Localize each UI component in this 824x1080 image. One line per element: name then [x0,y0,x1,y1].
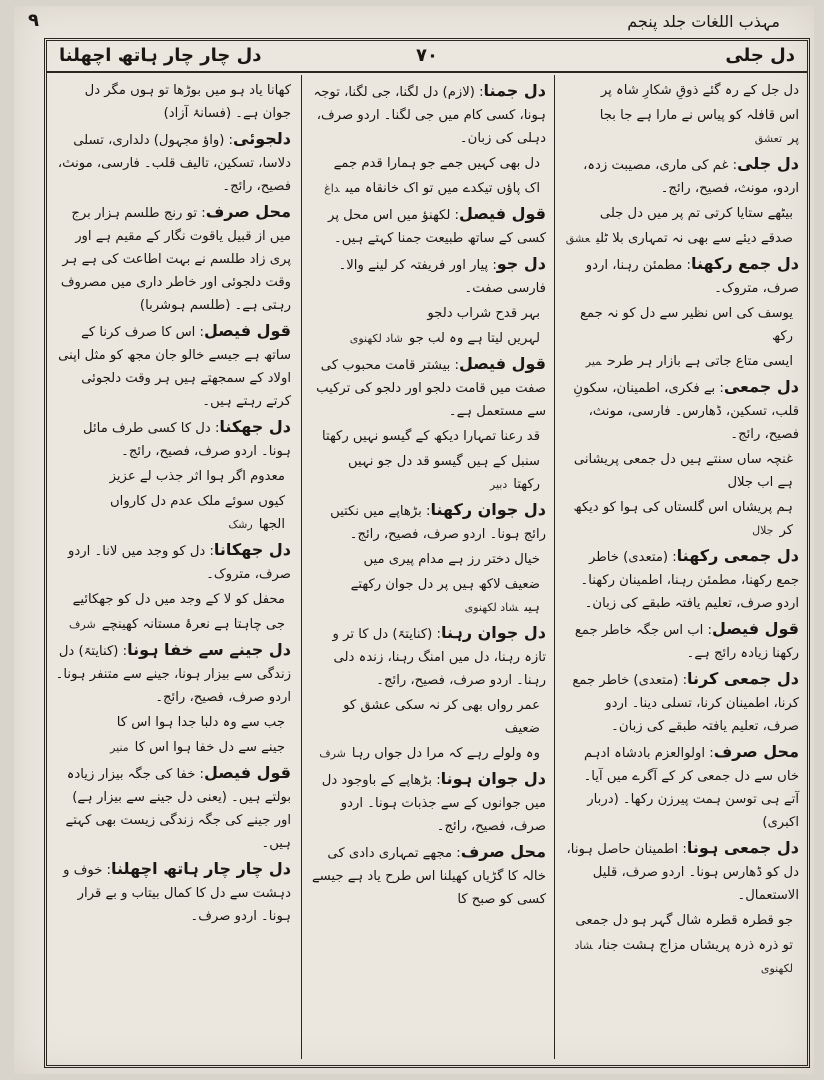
entry-text: قد رعنا تمہارا دیکھ کے گیسو نہیں رکھتا [321,429,540,444]
entry-text: معدوم اگر ہوا اثر جذب لے عزیز [109,469,285,484]
entry-headword: دل جوان ہونا [440,769,546,788]
column-right [557,75,807,1059]
entry-paragraph [55,857,291,928]
entry-text: : خوف و دہشت سے دل کا کمال بیتاب و بے قرار ہونا۔ اردو صرف۔ [63,863,291,924]
entry-paragraph [310,79,546,150]
entry-headword: دل جلی [737,154,799,173]
entry-paragraph [55,79,291,125]
entry-text: اک پاؤں تیکدے میں تو اک خانقاہ میں [345,181,540,196]
entry-headword: قول فیصل [458,354,546,373]
column-middle [301,75,555,1059]
entry-text: جو قطرہ قطرہ شال گہر ہو دل جمعی [575,913,793,928]
entry-paragraph [565,544,799,615]
entry-headword: دل جینے سے خفا ہونا [127,640,291,659]
page-header [47,41,807,73]
verse-line [310,450,546,496]
entry-headword: دل جمعی کرنا [687,669,799,688]
verse-line [565,202,799,225]
corner-number: ٩ [28,10,39,31]
entry-text: : بے فکری، اطمینان، سکونِ قلب، تسکین، ڈھارس۔ فارسی، مونث، فصیح، رائج۔ [573,381,799,442]
verse-line [55,613,291,636]
entry-text: ایسی متاع جاتی ہے بازار ہر طرح [607,354,793,369]
verse-line [310,152,546,175]
entry-paragraph [310,840,546,911]
entry-text: جینے سے دل خفا ہوا اس کا [134,740,285,755]
book-title: مہذب اللغات جلد پنجم [627,12,780,31]
entry-text: : لکھنؤ میں اس محل پر کسی کے ساتھ طبیعت جمنا کہتے ہیں۔ [328,208,546,246]
entry-text: لہریں لیتا ہے وہ لب جو [408,331,540,346]
entry-headword: دل جمع رکھنا [690,254,799,273]
verse-line [565,302,799,348]
running-head [14,8,814,34]
entry-headword: قول فیصل [711,619,799,638]
entry-paragraph [565,740,799,834]
entry-headword: دل جوان رہنا [440,623,546,642]
verse-line [565,909,799,932]
verse-line [55,465,291,488]
entry-text: : پیار اور فریفتہ کر لینے والا۔ فارسی صفت۔ [338,258,546,296]
verse-line [565,448,799,494]
entry-text: سنبل کے ہیں گیسو قد دل جو نہیں رکھتا [348,454,540,492]
entry-text: ضعیف لاکھ ہیں پر دل جوان رکھتے ہیں [350,577,540,615]
entry-paragraph [55,319,291,413]
verse-line [565,934,799,980]
entry-text: : (متعدی) خاطر جمع رکھنا، مطمئن رہنا، اطمینان رکھنا۔ اردو صرف، تعلیم یافتہ طبقے کی زبان۔ [580,550,799,611]
entry-text: : بیشتر قامت محبوب کی صفت میں قامت دلجو اور دلجو کی ترکیب سے مستعمل ہے۔ [316,358,546,419]
entry-headword: دل جمعی [723,377,799,396]
entry-paragraph [55,538,291,586]
entry-headword: دل جو [496,254,546,273]
poet-name: شرف [319,747,346,760]
page-frame [44,38,810,1068]
entry-headword: دل جھکانا [213,540,291,559]
entry-text: : (واؤ مجہول) دلداری، تسلی دلاسا، تسکین، تالیف قلب۔ فارسی، مونث، فصیح، رائج۔ [57,133,291,194]
entry-headword: دل جوان رکھنا [430,500,546,519]
poet-name: تعشق [754,132,783,145]
entry-text: : دل کو وجد میں لانا۔ اردو صرف، متروک۔ [68,544,291,582]
entry-headword: دل جمعی رکھنا [676,546,799,565]
entry-text: : بڑھاپے کے باوجود دل میں جوانوں کے سے جذبات ہونا۔ اردو صرف، فصیح، رائج۔ [321,773,546,834]
poet-name: جلال [752,524,774,537]
verse-line [310,742,546,765]
entry-headword: دلجوئی [233,129,291,148]
entry-text: : اس کا صرف کرنا کے ساتھ ہے جیسے خالو جان مجھ کو مثل اپنی اولاد کے سمجھتے ہیں ہر وقت دلجوئی کرتے رہتے ہیں۔ [58,325,291,409]
entry-text: : دل کا کسی طرف مائل ہونا۔ اردو صرف، فصیح، رائج۔ [83,421,291,459]
entry-paragraph [565,375,799,446]
entry-headword: دل جھکنا [219,417,291,436]
entry-text: : اب اس جگہ خاطر جمع رکھنا زیادہ رائج ہے۔ [574,623,799,661]
entry-text: تو ذرہ ذرہ پریشاں مزاج ہشت جناں [598,938,793,953]
entry-text: صدقے دیئے سے بھی نہ تمہاری بلا ٹلی [596,231,793,246]
entry-paragraph [565,79,799,102]
verse-line [310,694,546,740]
verse-line [310,548,546,571]
entry-text: : (کنایتہً) دل زندگی سے بیزار ہونا، جینے سے متنفر ہونا۔ اردو صرف، فصیح، رائج۔ [55,644,291,705]
poet-name: داغ [324,182,340,195]
entry-paragraph [55,200,291,317]
entry-headword: قول فیصل [203,763,291,782]
verse-line [310,177,546,200]
entry-text: : تو رنج طلسم ہزار برج میں از قبیل یاقوت نگار کے مقیم ہے اور پری زاد طلسم نے بہت اطاعت کی ہے ہر وقت دلجوئی اور خاطر داری میں مصروف رہتی ہے۔ (طلسم ہوشربا) [60,206,291,313]
entry-text: : خفا کی جگہ بیزار زیادہ بولتے ہیں۔ (یعنی دل جینے سے بیزار ہے) اور جینے کی جگہ زندگی زیست بھی کہتے ہیں۔ [65,767,291,851]
entry-text: جب سے وہ دلبا جدا ہوا اس کا [116,715,285,730]
dictionary-page [14,6,814,1074]
poet-name: شاد لکھنوی [574,939,793,975]
entry-paragraph [310,498,546,546]
entry-text: وہ ولولے رہے کہ مرا دل جواں رہا [351,746,540,761]
entry-text: کھانا یاد ہو میں بوڑھا تو ہوں مگر دل جوان ہے۔ (فسانۂ آزاد) [84,83,291,121]
verse-line [310,425,546,448]
entry-text: : اطمینان حاصل ہونا، دل کو ڈھارس ہونا۔ اردو صرف، قلیل الاستعمال۔ [566,842,799,903]
verse-line [565,350,799,373]
entry-paragraph [310,621,546,692]
entry-text: ہم پریشاں اس گلستاں کی ہوا کو دیکھ کر [573,500,793,538]
entry-paragraph [310,252,546,300]
entry-paragraph [565,104,799,150]
entry-headword: قول فیصل [458,204,546,223]
verse-line [55,736,291,759]
entry-text: بہر قدح شراب دلجو [427,306,540,321]
entry-paragraph [565,836,799,907]
entry-paragraph [565,667,799,738]
verse-line [310,573,546,619]
verse-line [55,711,291,734]
entry-text: : (متعدی) خاطر جمع کرنا، اطمینان کرنا، تسلی دینا۔ اردو صرف، تعلیم یافتہ طبقے کی زبان۔ [572,673,799,734]
verse-line [55,588,291,611]
entry-text: جی چاہتا ہے نعرۂ مستانہ کھینچے [101,617,285,632]
poet-name: عشق [565,232,591,245]
entry-text: کیوں سوئے ملک عدم دل کارواں الجھا [110,494,285,532]
entry-paragraph [55,127,291,198]
poet-name: رشک [228,518,253,531]
verse-line [310,327,546,350]
entry-text: غنچہ ساں سنتے ہیں دل جمعی پریشانی ہے اب جلال [573,452,793,490]
entry-text: محفل کو لا کے وجد میں دل کو جھکائیے [72,592,285,607]
first-headword: دل جلی [725,45,795,66]
entry-text: : (لازم) دل لگنا، جی لگنا، توجہ ہونا، کسی کام میں جی لگنا۔ اردو صرف، دہلی کی زبان۔ [313,85,546,146]
entry-headword: دل چار چار ہاتھ اچھلنا [111,859,291,878]
entry-paragraph [310,202,546,250]
last-headword: دل چار چار ہاتھ اچھلنا [59,45,262,66]
entry-text: دل جل کے رہ گئے ذوقِ شکارِ شاہ پر [600,83,799,98]
entry-paragraph [55,761,291,855]
entry-paragraph [55,415,291,463]
poet-name: منیر [110,741,129,754]
entry-text: : مجھے تمہاری دادی کی خالہ کا گڑیاں کھیلنا اس طرح یاد ہے جیسے کسی کو صبح کا [311,846,546,907]
entry-headword: دل جمعی ہونا [686,838,799,857]
entry-text: بیٹھے ستایا کرتی تم پر میں دل جلی [599,206,793,221]
entry-paragraph [310,767,546,838]
entry-text: : مطمئن رہنا، اردو صرف، متروک۔ [585,258,799,296]
entry-paragraph [55,638,291,709]
entry-text: خیال دختر رز ہے مدام پیری میں [363,552,540,567]
entry-headword: محل صرف [205,202,291,221]
poet-name: دبیر [489,478,508,491]
verse-line [55,490,291,536]
entry-headword: محل صرف [713,742,799,761]
page-number: ٧٠ [416,45,438,66]
verse-line [565,227,799,250]
poet-name: شاد لکھنوی [464,601,519,614]
poet-name: شرف [69,618,96,631]
entry-paragraph [565,152,799,200]
entry-text: عمر رواں بھی کر نہ سکی عشق کو ضعیف [343,698,540,736]
verse-line [565,496,799,542]
entry-headword: محل صرف [460,842,546,861]
entry-paragraph [310,352,546,423]
entry-paragraph [565,252,799,300]
poet-name: میر [585,355,602,368]
entry-text: : اولوالعزم بادشاہ ادہم خاں سے دل جمعی کر کے آگرے میں آیا۔ آتے ہی توسن ہمت پیرزن رکھا۔ (دربار اکبری) [583,746,799,830]
entry-text: دل بھی کہیں جمے جو ہمارا قدم جمے [333,156,540,171]
poet-name: شاد لکھنوی [349,332,403,345]
column-left [47,75,299,1059]
entry-text: یوسف کی اس نظیر سے دل کو نہ جمع رکھ [579,306,793,344]
entry-text: : بڑھاپے میں نکتیں رائج ہونا۔ اردو صرف، فصیح، رائج۔ [330,504,546,542]
entry-text: : (کنایتہً) دل کا تر و تازہ رہنا، دل میں امنگ رہنا، زندہ دلی رہنا۔ اردو صرف، فصیح، رائج۔ [332,627,546,688]
entry-paragraph [565,617,799,665]
entry-text: : غم کی ماری، مصیبت زدہ، اردو، مونث، فصیح، رائج۔ [583,158,799,196]
entry-text: اس قافلہ کو پیاس نے مارا ہے جا بجا پر [599,108,799,146]
verse-line [310,302,546,325]
entry-headword: قول فیصل [203,321,291,340]
entry-headword: دل جمنا [483,81,546,100]
